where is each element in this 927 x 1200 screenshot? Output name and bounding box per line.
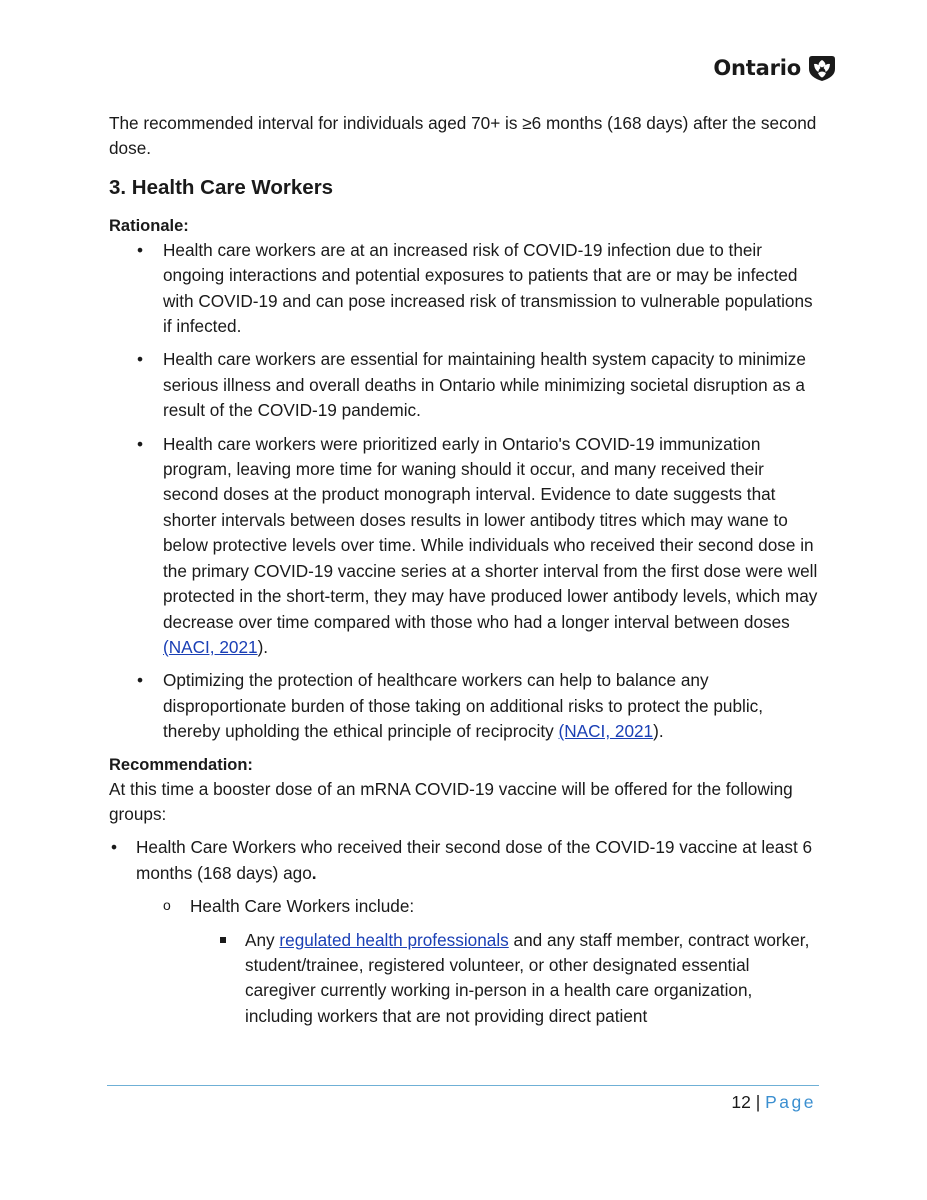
rationale-item-suffix: ).	[257, 636, 269, 657]
hcw-detail-list	[190, 928, 824, 1030]
document-content	[109, 111, 824, 1029]
rationale-item	[163, 432, 824, 661]
intro-paragraph: The recommended interval for individuals aged 70+ is ≥6 months (168 days) after the second dose.	[109, 113, 817, 159]
hcw-item-period: .	[311, 862, 317, 883]
rationale-item	[163, 668, 824, 744]
page-number: 12	[731, 1092, 751, 1112]
rationale-item-text: Health care workers were prioritized early in Ontario's COVID-19 immunization program, leaving more time for waning should it occur, and many received their second doses at the product monograph interval. Evidence to date suggests that shorter intervals between doses results in lower antibody titres which may wane to below protective levels over time. While individuals who received their second dose in the primary COVID-19 vaccine series at a shorter interval from the first dose were well protected in the short-term, they may have produced lower antibody levels, which may decrease over time compared with those who had a longer interval between doses	[163, 433, 818, 632]
rationale-item-text: Health care workers are essential for maintaining health system capacity to minimize serious illness and overall deaths in Ontario while minimizing societal disruption as a result of the COVID-19 pandemic.	[163, 349, 806, 421]
rationale-item	[163, 238, 824, 340]
naci-2021-link[interactable]: (NACI, 2021	[558, 721, 654, 742]
rationale-item	[163, 347, 824, 423]
rationale-item-suffix: ).	[653, 721, 664, 742]
hcw-sub-item	[190, 894, 824, 1029]
page-label: Page	[765, 1092, 816, 1112]
hcw-detail-item	[245, 928, 824, 1030]
hcw-detail-text: and any staff member, contract worker, student/trainee, registered volunteer, or other designated essential caregiver currently working in-person in a health care organization, including workers that are not providing direct patient	[245, 929, 810, 1026]
logo-text: Ontario	[713, 56, 801, 80]
ontario-trillium-icon	[807, 53, 837, 83]
page-footer	[731, 1090, 816, 1114]
rationale-label: Rationale:	[109, 216, 189, 235]
rationale-item-text: Optimizing the protection of healthcare workers can help to balance any disproportionate burden of those taking on additional risks to protect the public, thereby upholding the ethical principle of reciprocity	[163, 670, 764, 742]
regulated-health-professionals-link[interactable]: regulated health professionals	[279, 929, 509, 950]
rationale-list	[109, 238, 824, 745]
hcw-item	[136, 835, 824, 1029]
recommendation-label: Recommendation:	[109, 755, 253, 774]
page-separator: |	[755, 1092, 761, 1112]
footer-divider	[107, 1085, 819, 1086]
section-heading: 3. Health Care Workers	[109, 175, 334, 199]
ontario-logo	[713, 53, 837, 83]
recommendation-list	[109, 835, 824, 1029]
naci-2021-link[interactable]: (NACI, 2021	[163, 636, 258, 657]
recommendation-intro: At this time a booster dose of an mRNA COVID-19 vaccine will be offered for the following groups:	[109, 778, 793, 824]
hcw-item-text: Health Care Workers who received their second dose of the COVID-19 vaccine at least 6 months (168 days) ago	[136, 837, 813, 883]
hcw-sub-item-text: o Health Care Workers include:	[190, 896, 415, 917]
hcw-sublist	[136, 894, 824, 1029]
hcw-detail-prefix: Any	[245, 929, 280, 950]
rationale-item-text: Health care workers are at an increased risk of COVID-19 infection due to their ongoing interactions and potential exposures to patients that are or may be infected with COVID-19 and can pose increased risk of transmission to vulnerable populations if infected.	[163, 239, 813, 337]
